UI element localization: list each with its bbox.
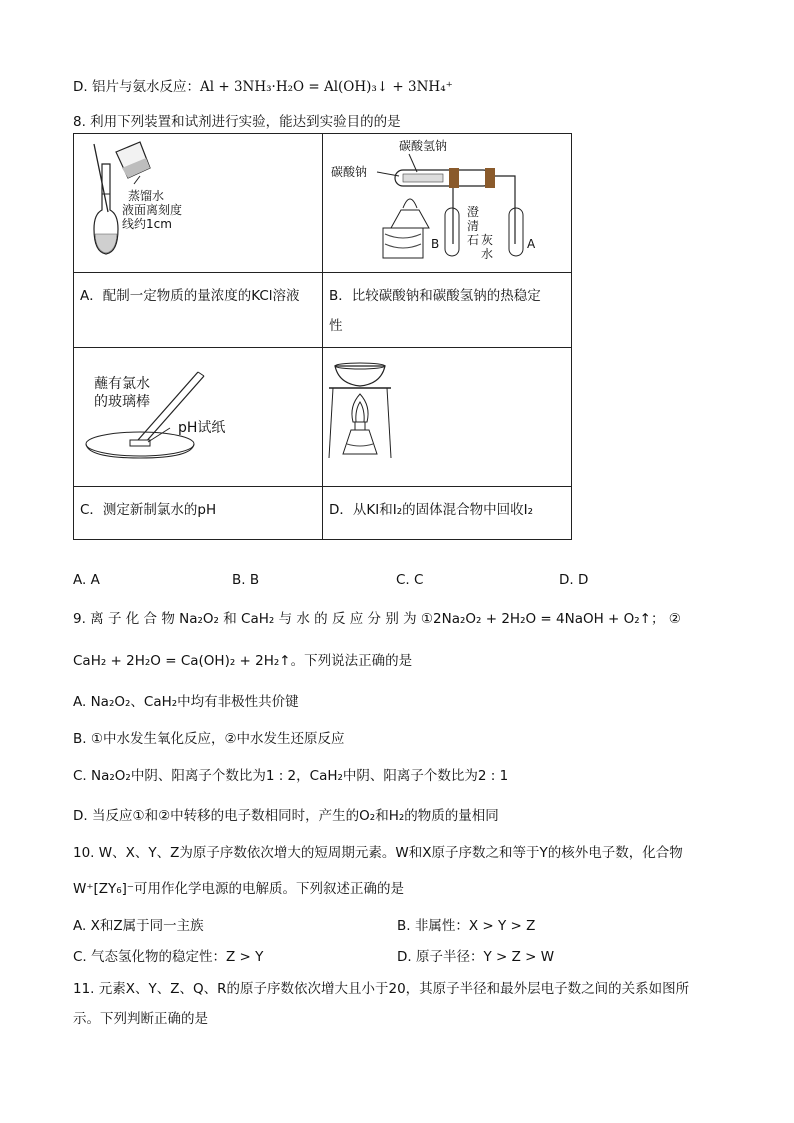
q8-stem: 8. 利用下列装置和试剂进行实验，能达到实验目的的是 xyxy=(73,114,401,130)
q10-option-d: D. 原子半径：Y > Z > W xyxy=(397,949,555,965)
fig-d-cell xyxy=(323,348,572,487)
q8-figure-table xyxy=(73,133,572,540)
fig-a-label-3: 线约1cm xyxy=(122,217,172,231)
fig-b-cell xyxy=(323,134,572,273)
fig-b-label-na2co3: 碳酸钠 xyxy=(331,165,368,179)
q7d-equation: Al + 3NH₃·H₂O = Al(OH)₃↓ + 3NH₄⁺ xyxy=(199,79,453,95)
q10-stem-line2: W⁺[ZY₆]⁻可用作化学电源的电解质。下列叙述正确的是 xyxy=(73,881,405,897)
fig-c-label-3: pH试纸 xyxy=(178,420,226,436)
fig-b-label-b: B xyxy=(431,237,440,251)
caption-c-cell xyxy=(74,487,323,540)
fig-b-label-c4: 灰 xyxy=(481,233,494,247)
q11-stem-line2: 示。下列判断正确的是 xyxy=(73,1011,208,1027)
caption-b: B．比较碳酸钠和碳酸氢钠的热稳定性 xyxy=(329,288,541,334)
fig-b-label-c1: 澄 xyxy=(467,205,480,219)
q9-stem-line2: CaH₂ + 2H₂O = Ca(OH)₂ + 2H₂↑。下列说法正确的是 xyxy=(73,653,413,669)
fig-c-label-1: 蘸有氯水 xyxy=(94,376,150,392)
q8-option-b: B. B xyxy=(232,572,260,588)
volumetric-flask-figure xyxy=(74,134,322,268)
thermal-stability-apparatus xyxy=(323,134,571,268)
q8-option-c: C. C xyxy=(396,572,424,588)
fig-b-label-nahco3: 碳酸氢钠 xyxy=(399,139,448,153)
caption-d: D．从KI和I₂的固体混合物中回收I₂ xyxy=(329,502,534,518)
fig-b-label-a: A xyxy=(527,237,536,251)
q8-option-d: D. D xyxy=(559,572,589,588)
fig-b-label-c3: 石 xyxy=(467,233,480,247)
fig-a-label-1: 蒸馏水 xyxy=(128,189,165,203)
q9-option-b: B. ①中水发生氧化反应，②中水发生还原反应 xyxy=(73,731,345,747)
q9-stem-line1 xyxy=(73,607,681,627)
q7d-prefix: D. 铝片与氨水反应： xyxy=(73,79,200,95)
ph-paper-figure xyxy=(74,348,322,482)
q10-option-c: C. 气态氢化物的稳定性：Z > Y xyxy=(73,949,264,965)
caption-a-cell xyxy=(74,273,323,348)
q9-option-a: A. Na₂O₂、CaH₂中均有非极性共价键 xyxy=(73,694,299,710)
q9-stem-part-a: 9. 离 子 化 合 物 Na₂O₂ 和 CaH₂ 与 水 的 反 应 分 别 为 ① xyxy=(73,611,434,627)
q7-option-d xyxy=(73,75,453,95)
fig-b-label-c5: 水 xyxy=(481,247,494,261)
q9-stem-part-b: 2Na₂O₂ + 2H₂O = 4NaOH + O₂↑； ② xyxy=(433,611,681,627)
q9-option-c: C. Na₂O₂中阴、阳离子个数比为1 : 2，CaH₂中阴、阳离子个数比为2 : 1 xyxy=(73,768,509,784)
fig-a-cell xyxy=(74,134,323,273)
q10-option-b: B. 非属性：X > Y > Z xyxy=(397,918,536,934)
caption-b-cell xyxy=(323,273,572,348)
q10-stem-line1: 10. W、X、Y、Z为原子序数依次增大的短周期元素。W和X原子序数之和等于Y的核外电子数，化合物 xyxy=(73,845,683,861)
q10-option-a: A. X和Z属于同一主族 xyxy=(73,918,204,934)
sublimation-apparatus xyxy=(323,348,571,482)
caption-d-cell xyxy=(323,487,572,540)
q11-stem-line1: 11. 元素X、Y、Z、Q、R的原子序数依次增大且小于20，其原子半径和最外层电子数之间的关系如图所 xyxy=(73,981,690,997)
fig-c-cell xyxy=(74,348,323,487)
caption-a: A．配制一定物质的量浓度的KCl溶液 xyxy=(80,288,300,304)
fig-b-label-c2: 清 xyxy=(467,219,480,233)
fig-a-label-2: 液面离刻度 xyxy=(122,203,183,217)
caption-c: C．测定新制氯水的pH xyxy=(80,502,217,518)
q8-option-a: A. A xyxy=(73,572,100,588)
q9-option-d: D. 当反应①和②中转移的电子数相同时，产生的O₂和H₂的物质的量相同 xyxy=(73,808,499,824)
fig-c-label-2: 的玻璃棒 xyxy=(94,394,150,410)
